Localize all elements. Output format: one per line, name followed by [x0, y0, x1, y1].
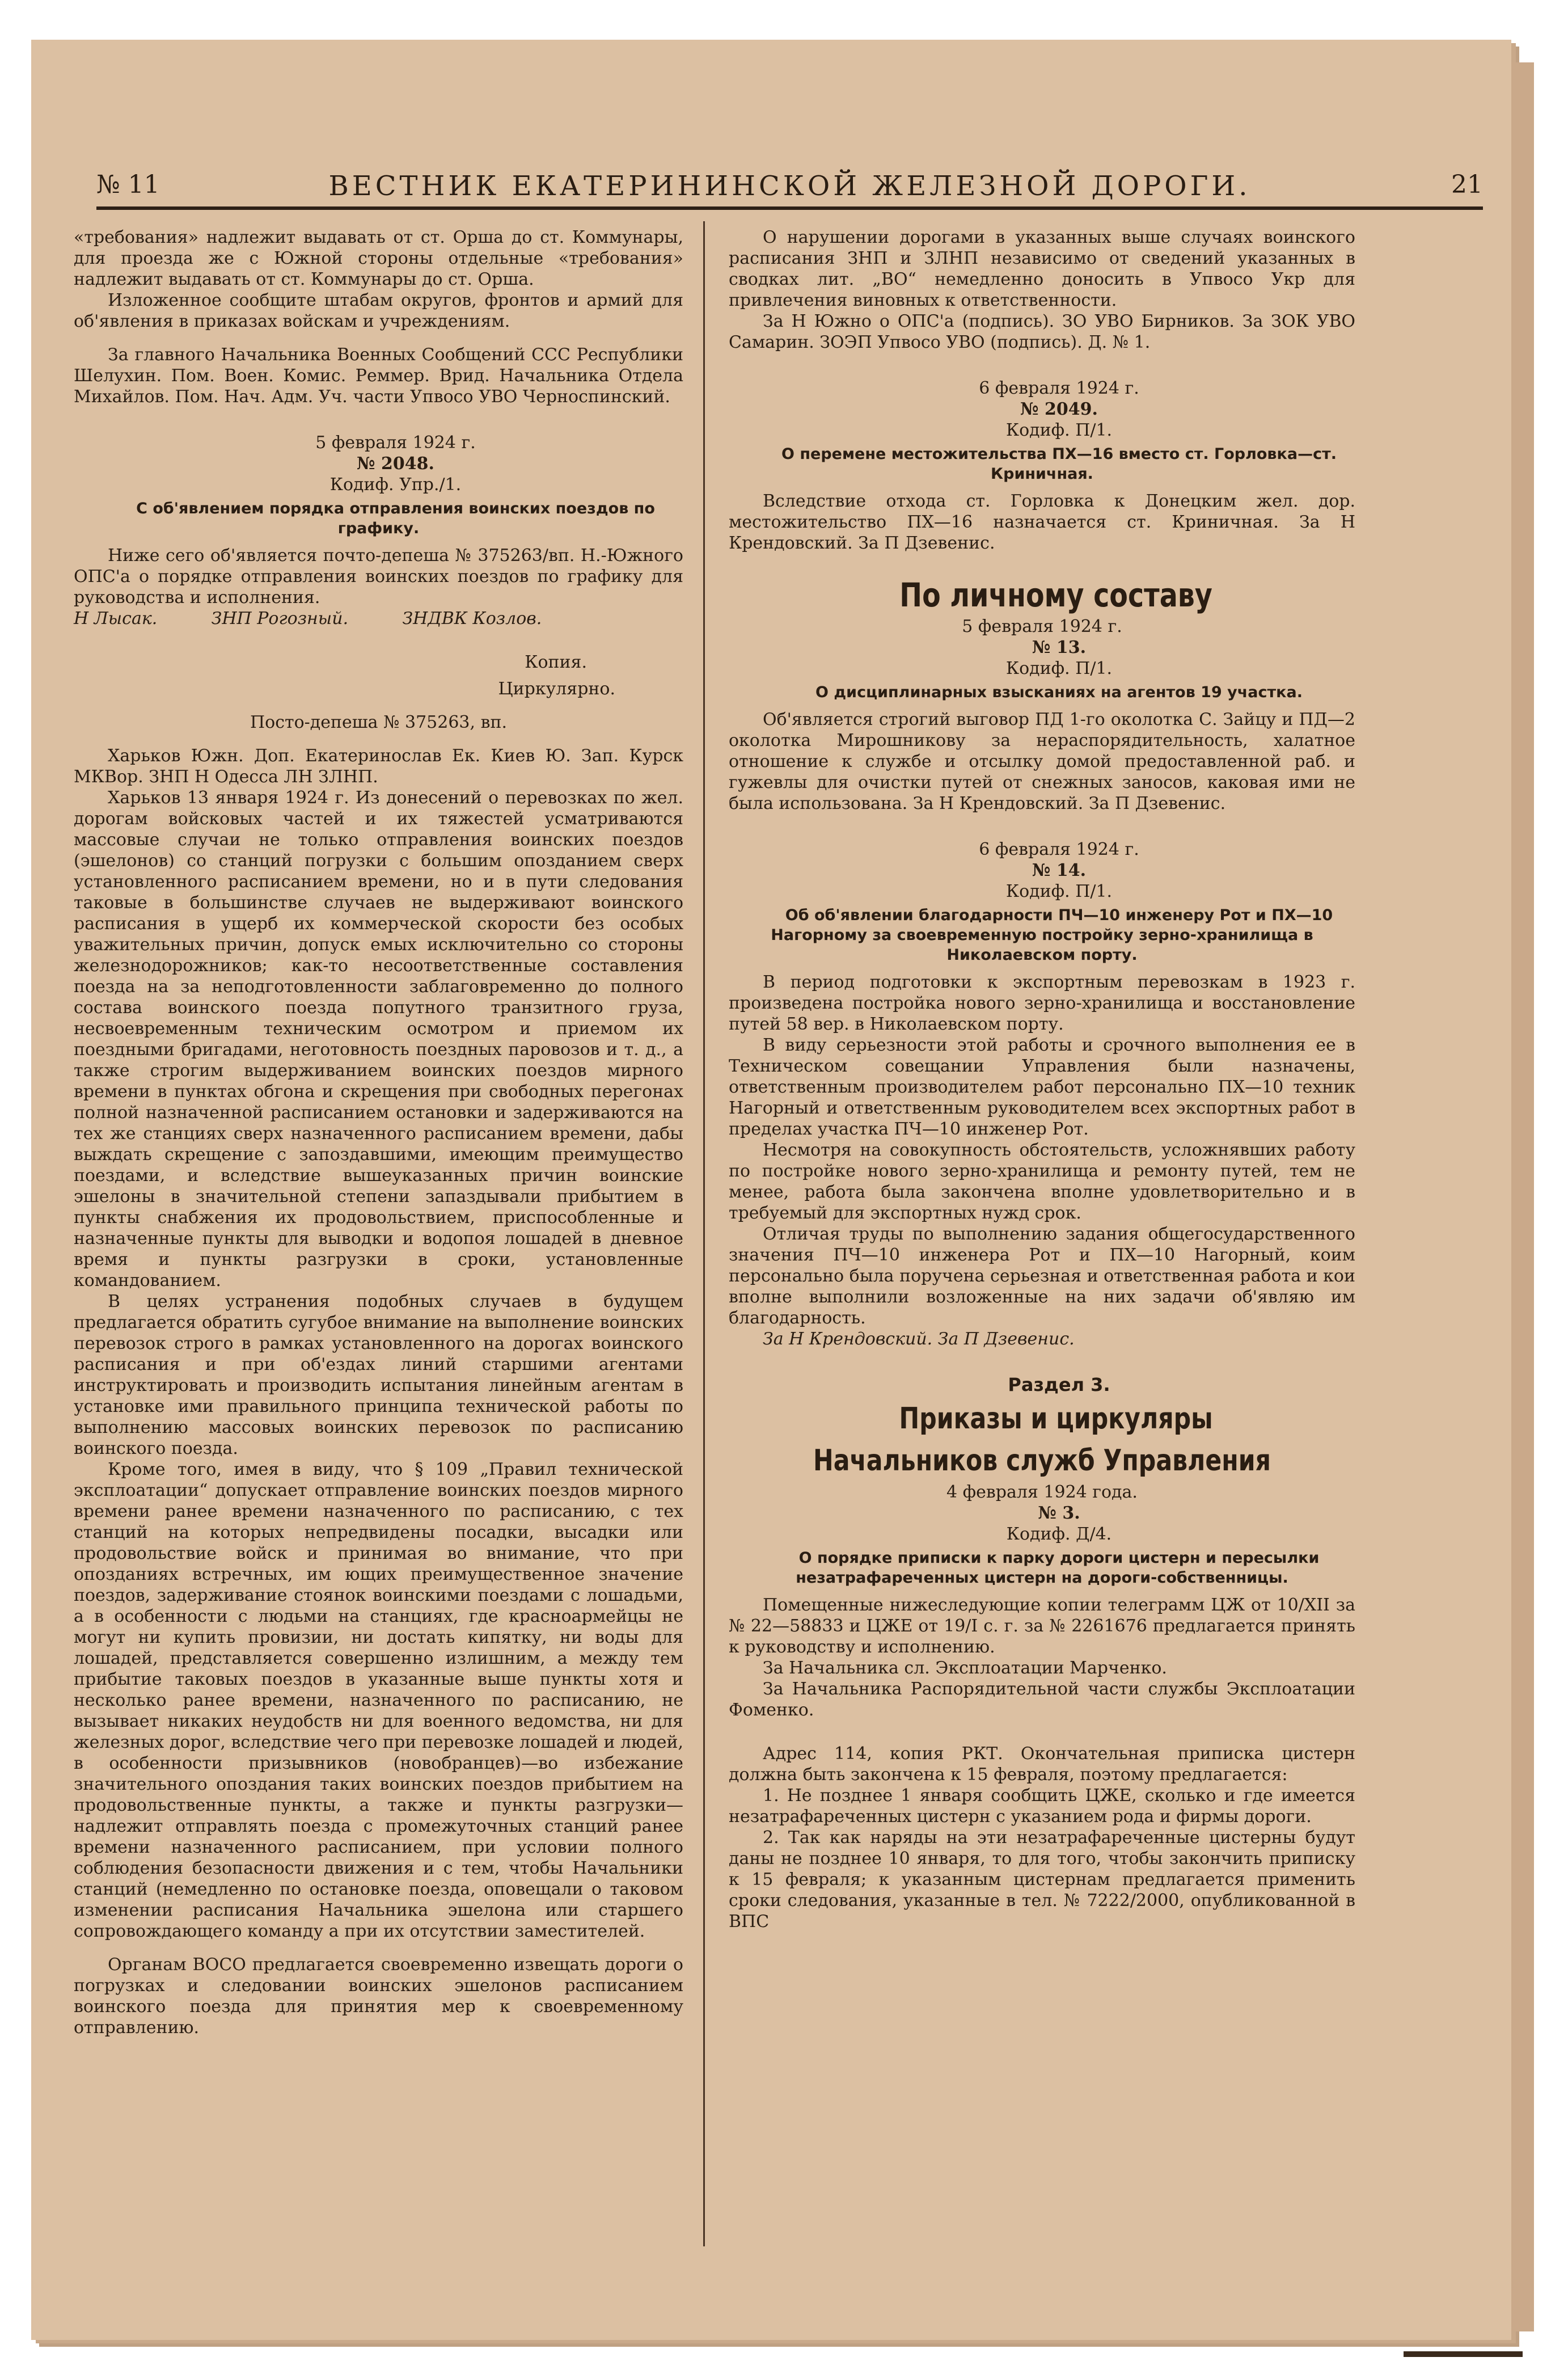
paragraph: В целях устранения подобных случаев в будущем предлагается обратить сугубое внимание на выполнение воинских перевозок строго в рамках установленного на дорогах воинского расписания и при об'ездах линий старшими агентами инструктировать и производить испытания линейным агентам в установке ими правильного принципа технической работы по выполнению массовых воинских перевозок по расписанию воинского поезда.: [74, 1292, 683, 1458]
paragraph: Ниже сего об'является почто-депеша № 375263/вп. Н.-Южного ОПС'а о порядке отправления воинских поездов по графику для руководства и исполнения.: [74, 546, 683, 608]
order-code: Кодиф. Упр./1.: [329, 475, 462, 495]
order-subject: О порядке приписки к парку дороги цистерн и пересылки незатрафареченных цистерн на дороги-собственницы.: [796, 1549, 1320, 1587]
copy-label: Копия.: [525, 652, 587, 672]
paragraph: Органам ВОСО предлагается своевременно извещать дороги о погрузках и следовании воинских эшелонов расписанием воинского поезда для принятия мер к своевременному отправлению.: [74, 1955, 683, 2038]
column-divider: [703, 221, 705, 2246]
order-code: Кодиф. П/1.: [1005, 659, 1113, 678]
signature-line: За Н Крендовский. За П Дзевенис.: [763, 1329, 1075, 1349]
order-number: № 3.: [1038, 1503, 1080, 1523]
section-label: Раздел 3.: [1008, 1374, 1110, 1395]
left-column: [74, 227, 683, 2038]
order-number: № 2049.: [1020, 399, 1098, 419]
right-column: [729, 227, 1355, 1932]
address-line: Харьков Южн. Доп. Екатеринослав Ек. Киев Ю. Зап. Курск МКВор. ЗНП Н Одесса ЛН ЗЛНП.: [74, 746, 683, 787]
order-code: Кодиф. П/1.: [1005, 882, 1113, 901]
issue-number: № 11: [96, 170, 160, 199]
order-date: 6 февраля 1924 г.: [979, 378, 1139, 398]
journal-title: ВЕСТНИК ЕКАТЕРИНИНСКОЙ ЖЕЛЕЗНОЙ ДОРОГИ.: [328, 170, 1251, 202]
section-heading: Приказы и циркуляры Начальников служб Управления: [813, 1402, 1271, 1478]
paragraph: О нарушении дорогами в указанных выше случаях воинского расписания ЗНП и ЗЛНП независимо от сведений указанных в сводках лит. „ВО“ немедленно доносить в Упвосо Укр для привлечения виновных к ответственности.: [729, 227, 1355, 310]
order-number: № 13.: [1032, 638, 1087, 657]
list-item: 1. Не позднее 1 января сообщить ЦЖЕ, сколько и где имеется незатрафареченных цистерн с указанием рода и фирмы дороги.: [729, 1786, 1355, 1827]
paragraph: «требования» надлежит выдавать от ст. Орша до ст. Коммунары, для проезда же с Южной стороны отдельные «требования» надлежит выдавать от ст. Коммунары до ст. Орша.: [74, 227, 683, 289]
paragraph: Харьков 13 января 1924 г. Из донесений о перевозках по жел. дорогам войсковых частей и их тяжестей усматриваются массовые случаи не только отправления воинских поездов (эшелонов) со станций погрузки с большим опозданием сверх установленного расписанием времени, но и в пути следования таковые в большинстве случаев не выдерживают воинского расписания в ущерб их коммерческой скорости без особых уважительных причин, допуск емых исключительно со стороны железнодорожников; как-то несоответственные составления поезда на за неподготовленности заблаговременно до полного состава воинского поезда попутного транзитного груза, несвоевременным техническим осмотром и приемом их поездными бригадами, неготовность поездных паровозов и т. д., а также строгим выдерживанием воинских поездов мирного времени в пунктах обгона и скрещения при свободных перегонах полной назначенной расписанием остановки и задерживаются на тех же станциях сверх назначенного расписанием времени, дабы выждать скрещение с запоздавшими, имеющим преимущество поездами, и вследствие вышеуказанных причин воинские эшелоны в значительной степени запаздывали прибытием в пункты снабжения их продовольствием, приспособленные и назначенные пункты для выводки и водопоя лошадей в дневное время и пункты разгрузки в сроки, установленные командованием.: [74, 788, 683, 1291]
list-item: 2. Так как наряды на эти незатрафареченные цистерны будут даны не позднее 10 января, то для того, чтобы закончить приписку к 15 февраля; к указанным цистернам предлагается применить сроки следования, указанные в тел. № 7222/2000, опубликованной в ВПС: [729, 1828, 1355, 1932]
order-date: 4 февраля 1924 года.: [946, 1482, 1138, 1502]
circular-label: Циркулярно.: [498, 679, 615, 699]
paragraph: В период подготовки к экспортным перевозкам в 1923 г. произведена постройка нового зерно-хранилища и восстановление путей 58 вер. в Николаевском порту.: [729, 972, 1355, 1034]
order-date: 6 февраля 1924 г.: [979, 840, 1139, 859]
header-rule: [96, 206, 1483, 210]
page-number: 21: [1451, 170, 1483, 199]
signature-line: За Начальника сл. Эксплоатации Марченко.: [763, 1658, 1167, 1678]
paragraph: Помещенные нижеследующие копии телеграмм ЦЖ от 10/XII за № 22—58833 и ЦЖЕ от 19/I с. г. за № 2261676 предлагается принять к руководству и исполнению.: [729, 1595, 1355, 1657]
paragraph: Вследствие отхода ст. Горловка к Донецким жел. дор. местожительство ПХ—16 назначается ст. Криничная. За Н Крендовский. За П Дзевенис.: [729, 491, 1355, 553]
signature-block: За главного Начальника Военных Сообщений ССС Республики Шелухин. Пом. Воен. Комис. Реммер. Врид. Начальника Отдела Михайлов. Пом. Нач. Адм. Уч. части Упвосо УВО Черноспинский.: [74, 345, 683, 407]
depesha-title: Посто-депеша № 375263, вп.: [250, 712, 508, 732]
order-date: 5 февраля 1924 г.: [962, 617, 1122, 636]
paragraph: Адрес 114, копия РКТ. Окончательная приписка цистерн должна быть закончена к 15 февраля, поэтому предлагается:: [729, 1744, 1355, 1785]
order-subject: Об об'явлении благодарности ПЧ—10 инженеру Рот и ПХ—10 Нагорному за своевременную постройку зерно-хранилища в Николаевском порту.: [771, 906, 1333, 964]
signature-line: Н Лысак. ЗНП Рогозный. ЗНДВК Козлов.: [74, 609, 542, 629]
signature-block: За Н Южно о ОПС'а (подпись). ЗО УВО Бирников. За ЗОК УВО Самарин. ЗОЭП Упвосо УВО (подпись). Д. № 1.: [729, 311, 1355, 352]
order-number: № 2048.: [357, 454, 434, 474]
paragraph: В виду серьезности этой работы и срочного выполнения ее в Техническом совещании Управления были назначены, ответственным производителем работ персонально ПХ—10 техник Нагорный и ответственным руководителем всех экспортных работ в пределах участка ПЧ—10 инженер Рот.: [729, 1035, 1355, 1139]
order-subject: С об'явлением порядка отправления воинских поездов по графику.: [136, 500, 655, 537]
order-code: Кодиф. П/1.: [1005, 420, 1113, 440]
signature-line: За Начальника Распорядительной части службы Эксплоатации Фоменко.: [729, 1679, 1355, 1720]
order-subject: О дисциплинарных взысканиях на агентов 19 участка.: [815, 684, 1303, 701]
section-heading: По личному составу: [899, 576, 1212, 614]
paragraph: Несмотря на совокупность обстоятельств, усложнявших работу по постройке нового зерно-хранилища и ремонту путей, тем не менее, работа была закончена вполне удовлетворительно и в требуемый для экспортных нужд срок.: [729, 1140, 1355, 1223]
paragraph: Изложенное сообщите штабам округов, фронтов и армий для об'явления в приказах войскам и учреждениям.: [74, 290, 683, 331]
paragraph: Отличая труды по выполнению задания общегосударственного значения ПЧ—10 инженера Рот и ПХ—10 Нагорный, коим персонально была поручена серьезная и ответственная работа и кои вполне выполнили возложенные на них задачи об'являю им благодарность.: [729, 1224, 1355, 1328]
order-number: № 14.: [1032, 861, 1087, 880]
running-header: [96, 170, 1483, 206]
paragraph: Об'является строгий выговор ПД 1-го околотка С. Зайцу и ПД—2 околотка Мирошникову за нераспорядительность, халатное отношение к службе и отсылку домой предоставленной раб. и гужевлы для очистки путей от снежных заносов, каковая ими не была использована. За Н Крендовский. За П Дзевенис.: [729, 710, 1355, 813]
order-code: Кодиф. Д/4.: [1006, 1524, 1112, 1544]
paragraph: Кроме того, имея в виду, что § 109 „Правил технической эксплоатации“ допускает отправление воинских поездов мирного времени ранее времени назначенного по расписанию, с тех станций на которых непредвидены посадки, высадки или продовольствие войск и принимая во внимание, что при опозданиях встречных, им ющих преимущественное значение поездов, задерживание стоянок воинскими поездами с лошадьми, а в особенности с людьми на станциях, где красноармейцы не могут ни купить провизии, ни достать кипятку, ни воды для лошадей, представляется совершенно излишним, а между тем прибытие таковых поездов в указанные выше пункты хотя и несколько ранее времени, назначенного по расписанию, не вызывает никаких неудобств ни для военного ведомства, ни для железных дорог, вследствие чего при перевозке лошадей и людей, в особенности призывников (новобранцев)—во избежание значительного опоздания таких воинских поездов прибытием на продовольственные пункты, а также и пункты разгрузки—надлежит отправлять поезда с промежуточных станций ранее времени назначенного расписанием, при условии полного соблюдения безопасности движения и с тем, чтобы Начальники станций (немедленно по остановке поезда, оповещали о таковом изменении расписания Начальника эшелона или старшего сопровождающего команду а при их отсутствии заместителей.: [74, 1460, 683, 1941]
bottom-rule: [1404, 2351, 1523, 2357]
order-subject: О перемене местожительства ПХ—16 вместо ст. Горловка—ст. Криничная.: [781, 445, 1337, 483]
order-date: 5 февраля 1924 г.: [315, 433, 476, 453]
